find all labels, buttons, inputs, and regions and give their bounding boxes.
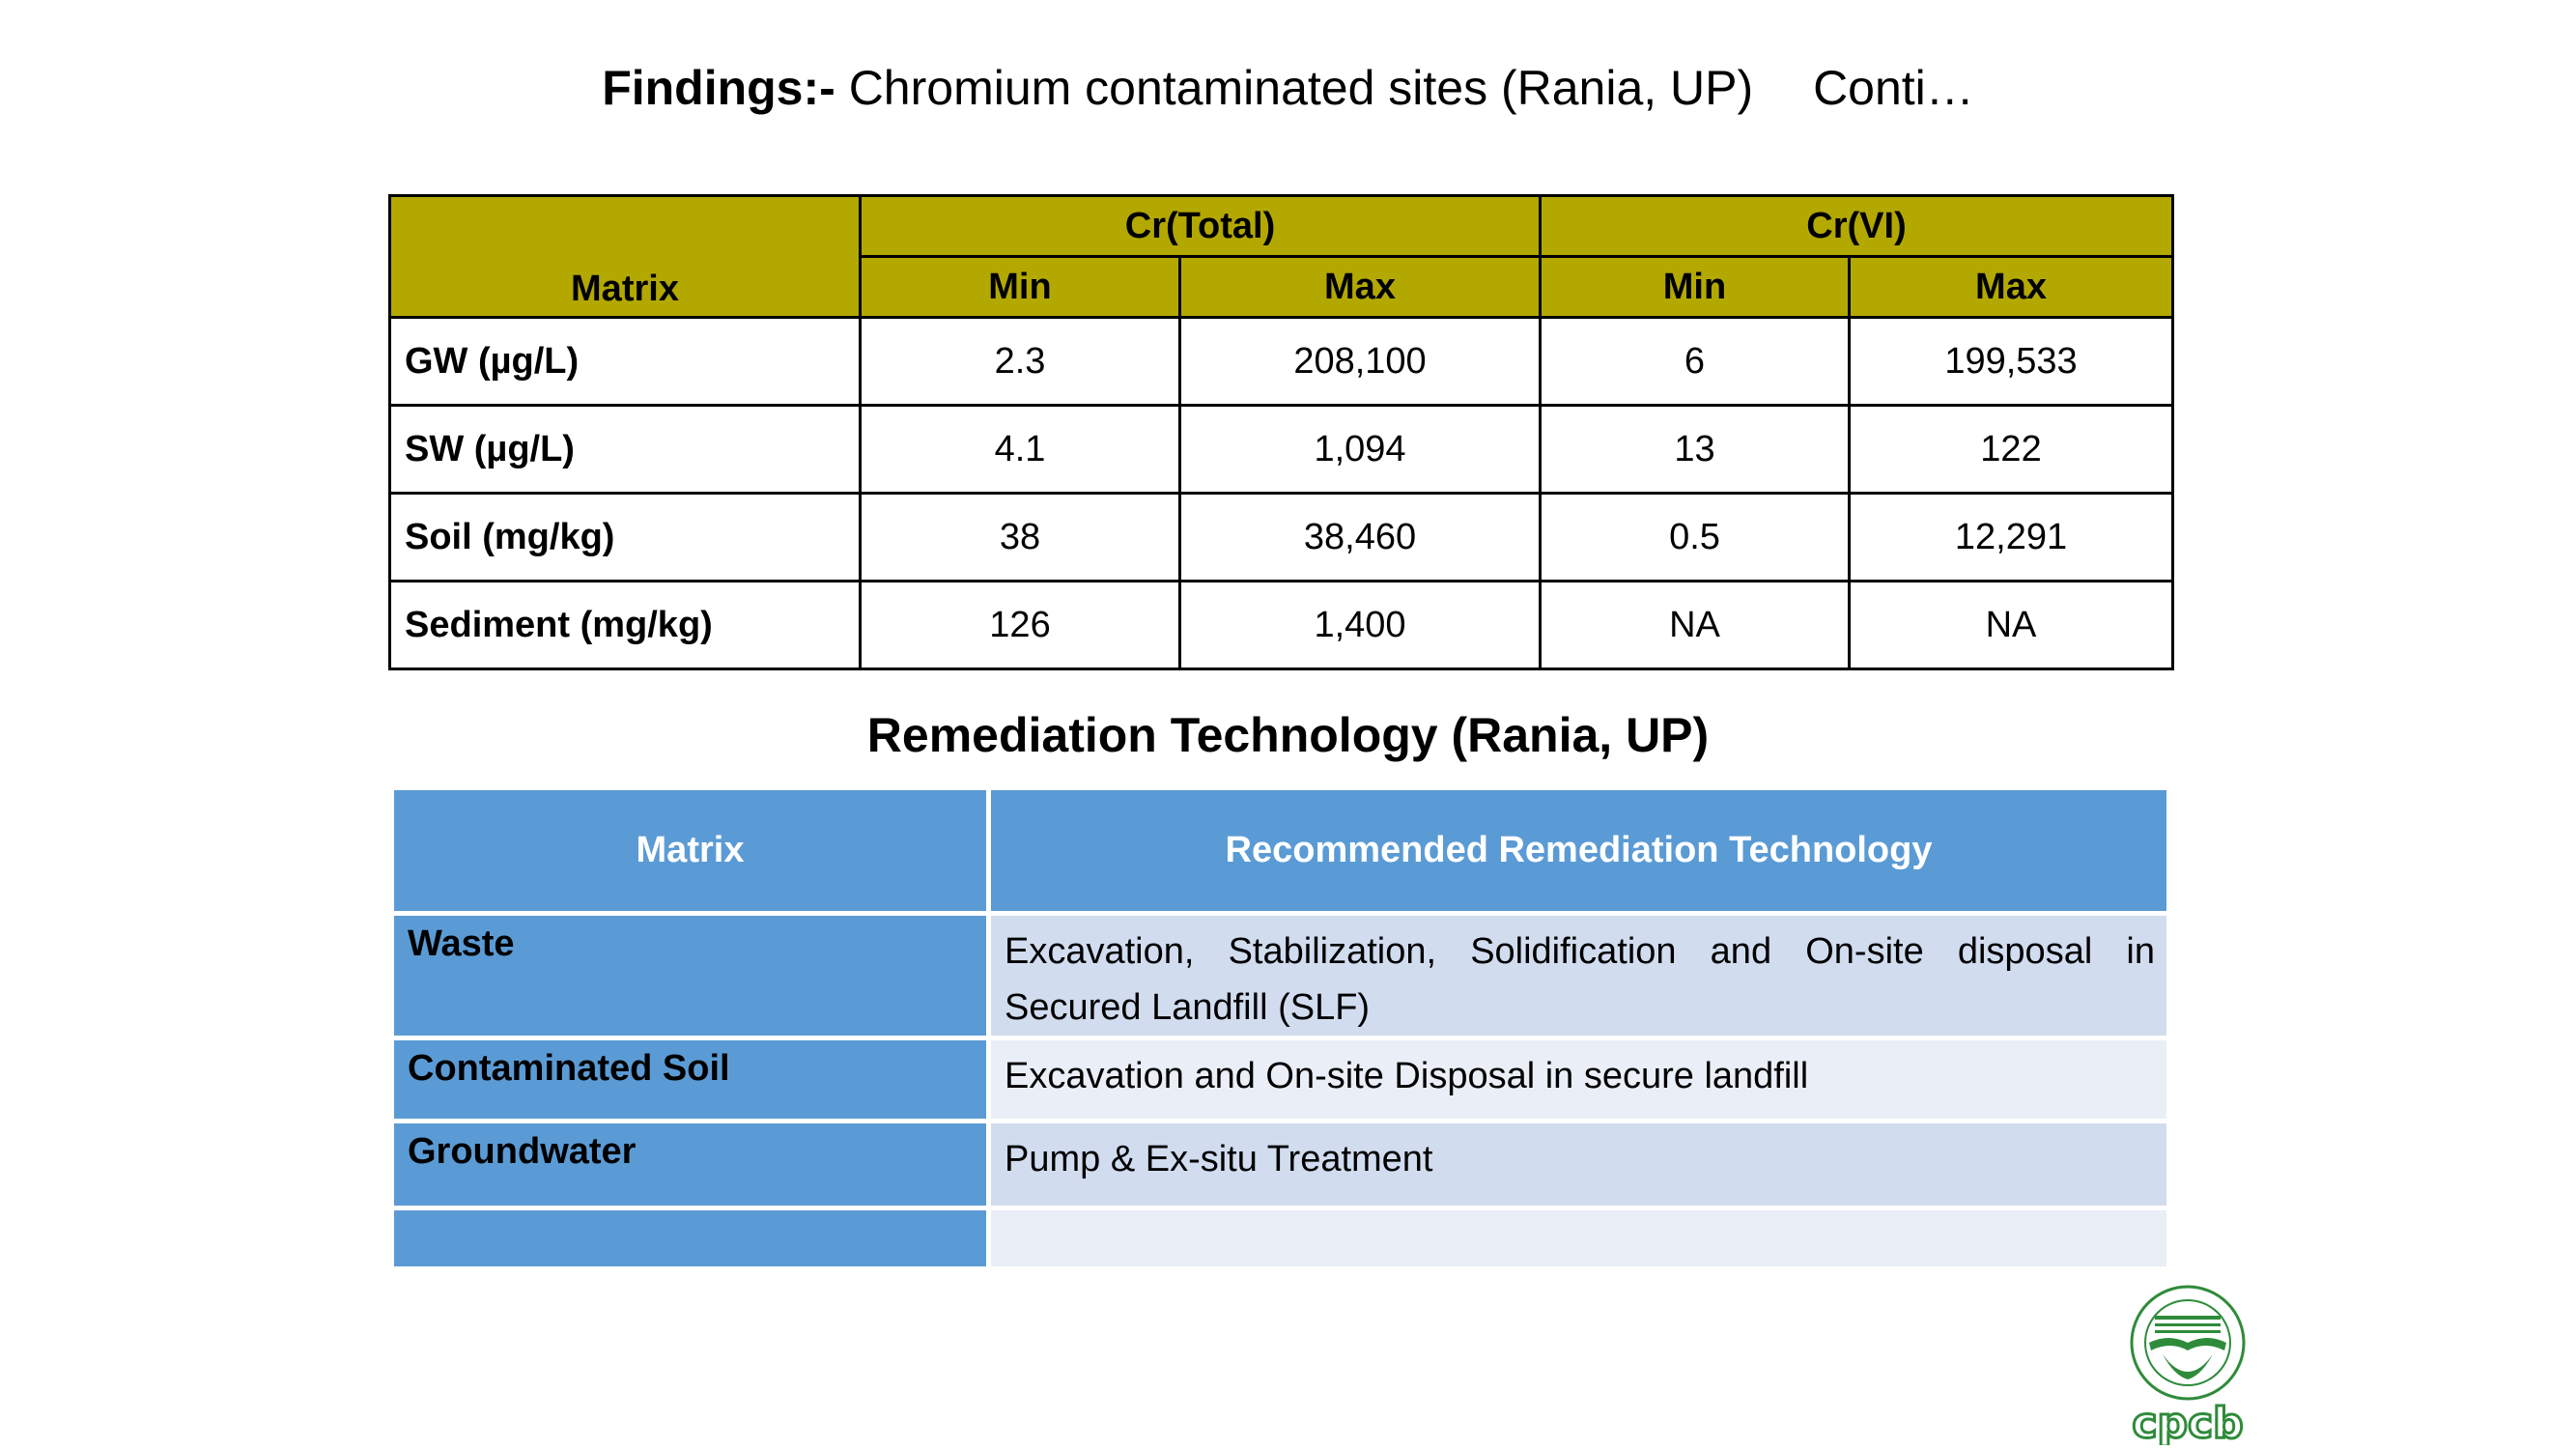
min-header: Min [861, 257, 1180, 318]
cell-value: 38 [861, 494, 1180, 582]
table-row [394, 1210, 2166, 1266]
cell-value: 13 [1541, 406, 1850, 494]
cell-value: 1,400 [1180, 582, 1541, 669]
row-label: Sediment (mg/kg) [390, 582, 861, 669]
cell-value: 2.3 [861, 318, 1180, 406]
technology-header: Recommended Remediation Technology [991, 790, 2166, 911]
technology-cell [991, 1210, 2166, 1266]
min-header: Min [1541, 257, 1850, 318]
row-label: GW (µg/L) [390, 318, 861, 406]
cell-value: 4.1 [861, 406, 1180, 494]
technology-cell: Excavation, Stabilization, Solidification and On-site disposal in Secured Landfill (SLF) [991, 916, 2166, 1036]
matrix-cell: Contaminated Soil [394, 1040, 986, 1119]
cell-value: NA [1541, 582, 1850, 669]
logo-text: cpcb [2132, 1399, 2244, 1445]
cell-value: 0.5 [1541, 494, 1850, 582]
title-bold: Findings:- [602, 61, 835, 115]
technology-cell: Excavation and On-site Disposal in secure landfill [991, 1040, 2166, 1119]
table-row [390, 318, 2173, 406]
cell-value: 122 [1850, 406, 2173, 494]
cell-value: 208,100 [1180, 318, 1541, 406]
row-label: SW (µg/L) [390, 406, 861, 494]
matrix-cell [394, 1210, 986, 1266]
table-row [390, 582, 2173, 669]
table-row [394, 1123, 2166, 1206]
cell-value: 126 [861, 582, 1180, 669]
cell-value: 12,291 [1850, 494, 2173, 582]
title-text: Chromium contaminated sites (Rania, UP) [848, 61, 1754, 115]
matrix-cell: Waste [394, 916, 986, 1036]
table-row [390, 494, 2173, 582]
max-header: Max [1850, 257, 2173, 318]
matrix-header: Matrix [394, 790, 986, 911]
cr-total-header: Cr(Total) [861, 196, 1541, 257]
cell-value: 1,094 [1180, 406, 1541, 494]
cell-value: 38,460 [1180, 494, 1541, 582]
slide-title [0, 60, 2576, 116]
matrix-cell: Groundwater [394, 1123, 986, 1206]
table-row [390, 406, 2173, 494]
max-header: Max [1180, 257, 1541, 318]
findings-table [388, 194, 2174, 670]
cpcb-logo [2120, 1283, 2255, 1445]
remediation-table [389, 785, 2171, 1271]
cr-vi-header: Cr(VI) [1541, 196, 2173, 257]
cell-value: 6 [1541, 318, 1850, 406]
cell-value: NA [1850, 582, 2173, 669]
table-row [394, 1040, 2166, 1119]
technology-cell: Pump & Ex-situ Treatment [991, 1123, 2166, 1206]
title-conti: Conti… [1813, 61, 1974, 115]
row-label: Soil (mg/kg) [390, 494, 861, 582]
table-row [394, 916, 2166, 1036]
remediation-title: Remediation Technology (Rania, UP) [866, 708, 1710, 762]
cell-value: 199,533 [1850, 318, 2173, 406]
matrix-header: Matrix [390, 196, 861, 318]
